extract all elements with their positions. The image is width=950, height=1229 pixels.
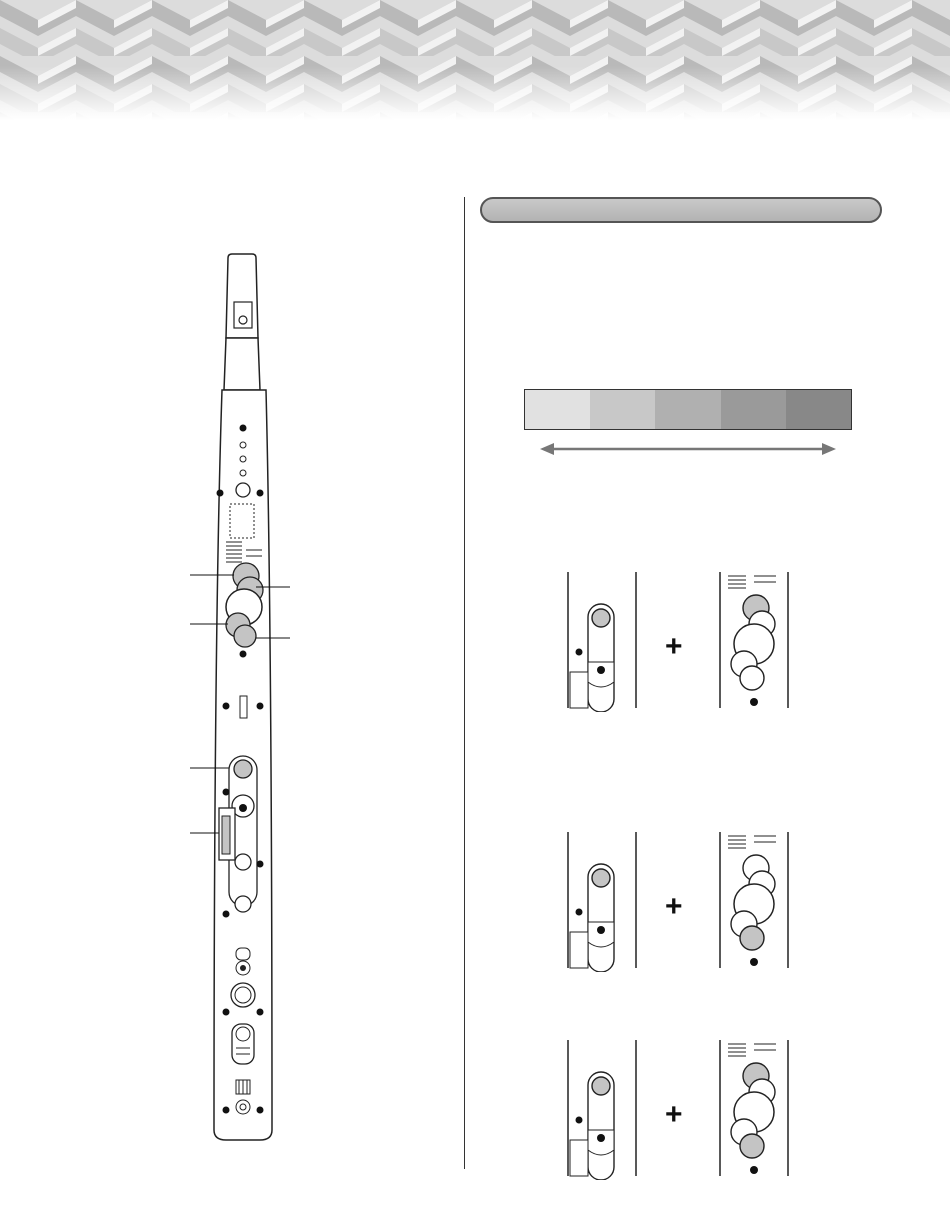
plus-sign: + bbox=[665, 1098, 683, 1131]
header-band bbox=[0, 0, 950, 120]
thumb-key-diagram bbox=[562, 572, 642, 712]
scale-segment-4 bbox=[721, 390, 786, 429]
octave-roller-diagram bbox=[714, 832, 794, 972]
plus-sign: + bbox=[665, 630, 683, 663]
double-arrow-icon bbox=[540, 442, 836, 456]
column-divider bbox=[464, 197, 465, 1169]
thumb-key-diagram bbox=[562, 832, 642, 972]
octave-roller-diagram bbox=[714, 572, 794, 712]
scale-segment-5 bbox=[786, 390, 851, 429]
scale-segment-3 bbox=[655, 390, 720, 429]
scale-segment-1 bbox=[525, 390, 590, 429]
tone-scale-bar bbox=[524, 389, 852, 430]
thumb-key-diagram bbox=[562, 1040, 642, 1180]
plus-sign: + bbox=[665, 890, 683, 923]
wind-controller-diagram bbox=[190, 250, 300, 1150]
octave-roller-diagram bbox=[714, 1040, 794, 1180]
section-header-bar bbox=[480, 197, 882, 223]
scale-segment-2 bbox=[590, 390, 655, 429]
